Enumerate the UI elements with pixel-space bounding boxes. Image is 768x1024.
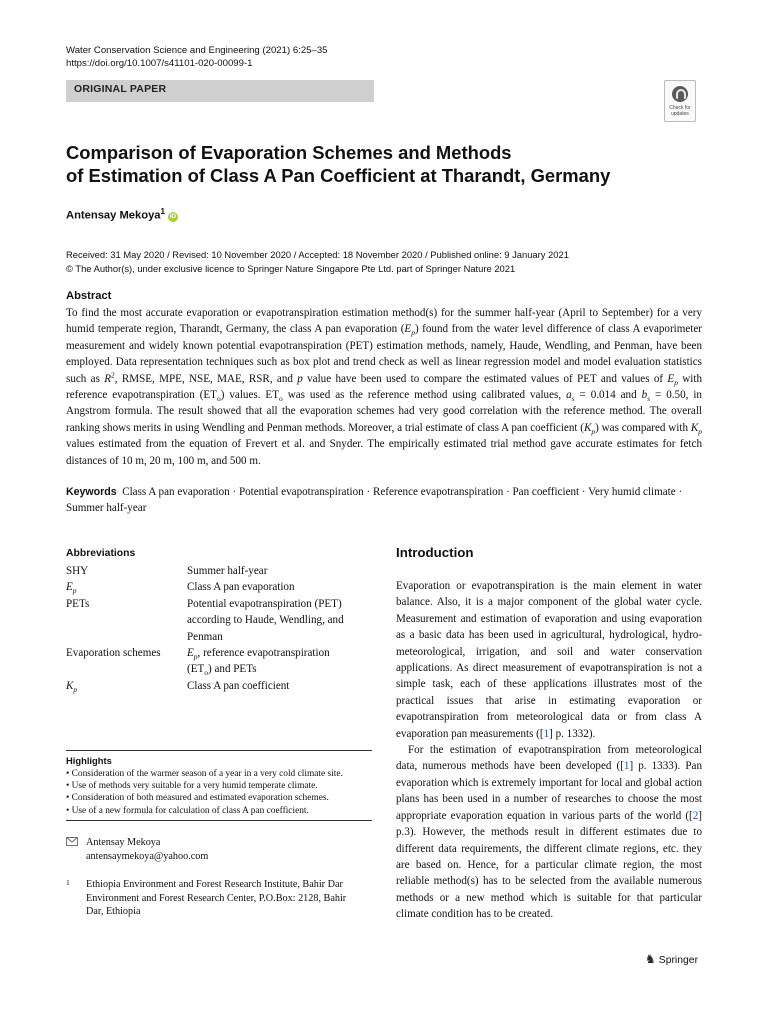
doi-link[interactable]: https://doi.org/10.1007/s41101-020-00099-1 bbox=[66, 58, 253, 69]
copyright-notice: © The Author(s), under exclusive licence to Springer Nature Singapore Pte Ltd. part of Springer Nature 2021 bbox=[66, 263, 516, 274]
highlight-item: • Consideration of both measured and estimated evaporation schemes. bbox=[66, 793, 329, 804]
abstract-body: To find the most accurate evaporation or evapotranspiration estimation method(s) for the summer half-year (April to September) for a very humid temperate region, Tharandt, Germany, the class A pan evaporation $(E_p)$ found from the water level difference of class A evaporimeter measurement and widely known potential evapotranspiration (PET) estimation methods, namely, Haude, Wendling, and Penman, have been employed. Data representation techniques such as box plot and trend check as well as linear regression model and model evaluation statistics such as $R^2$, RMSE, MPE, NSE, MAE, RSR, and p value have been used to compare the estimated values of PET and values of $E_p$ with reference evapotranspiration $(ET_o)$ values. $ET_o$ was used as the reference method using calibrated values, $a_s = 0.014$ and $b_s = 0.50$, in Angstrom formula. The result showed that all the evaporation schemes had very good correlation with the reference method. The overall ranking shows merits in using Wendling and Penman methods. Moreover, a trial estimate of class A pan coefficient $(K_p)$ was compared with $K_p$ values estimated from the equation of Frevert et al. and Snyder. The empirically estimated trial method gave accurate estimates for fetch distances of 10 m, 20 m, 100 m, and 500 m. bbox=[66, 307, 702, 467]
author-affiliation-marker: 1 bbox=[160, 207, 165, 216]
journal-citation: Water Conservation Science and Engineering (2021) 6:25–35 bbox=[66, 45, 328, 56]
abbreviations-table bbox=[66, 563, 346, 694]
highlights-bottom-rule bbox=[66, 820, 372, 821]
springer-horse-icon: ♞ bbox=[645, 952, 656, 966]
title-line-2: of Estimation of Class A Pan Coefficient at Tharandt, Germany bbox=[66, 165, 611, 186]
abbreviation-row: PETs Potential evapotranspiration (PET) according to Haude, Wendling, and Penman bbox=[66, 597, 344, 643]
paper-title bbox=[66, 141, 626, 187]
highlights-list bbox=[66, 768, 372, 817]
abbreviations-heading: Abbreviations bbox=[66, 548, 136, 559]
citation-link[interactable]: 2 bbox=[692, 809, 699, 822]
keywords-list: Class A pan evaporation · Potential evapotranspiration · Reference evapotranspiration · Pan coefficient · Very humid climate · Summer half-year bbox=[66, 486, 683, 514]
corresponding-author-name: Antensay Mekoya bbox=[86, 837, 161, 848]
abbreviation-row: $E_p$ Class A pan evaporation bbox=[66, 581, 295, 596]
publication-dates: Received: 31 May 2020 / Revised: 10 November 2020 / Accepted: 18 November 2020 / Published online: 9 January 2021 bbox=[66, 249, 569, 260]
affiliation-number: 1 bbox=[66, 878, 70, 887]
intro-paragraph-1: Evaporation or evapotranspiration is the main element in water balance. Also, it is a major component of the global water cycle. Measurement and estimation of evaporation and using evaporation as a basic data has been used in agricultural, hydrological, hydro-meteorological, irrigation, and soil and water conservation applications. As direct measurement of evapotranspiration is not a simple task, each of these applications illustrates most of the practical issues that arise in estimating evaporation or evapotranspiration from meteorological data or from class A evaporation pan measurements ([1] p. 1332). bbox=[396, 580, 702, 740]
introduction-heading: Introduction bbox=[396, 545, 474, 560]
check-for-updates-badge[interactable] bbox=[664, 80, 696, 122]
citation-link[interactable]: 1 bbox=[543, 727, 550, 740]
highlight-item: • Use of a new formula for calculation of class A pan coefficient. bbox=[66, 805, 309, 816]
keywords-label: Keywords bbox=[66, 486, 117, 498]
check-updates-icon bbox=[672, 86, 688, 102]
citation-link[interactable]: 1 bbox=[623, 760, 630, 773]
paper-type-banner bbox=[66, 80, 374, 102]
author-name[interactable]: Antensay Mekoya bbox=[66, 209, 161, 222]
publisher-name: Springer bbox=[658, 955, 699, 966]
affiliation-text: Ethiopia Environment and Forest Research Institute, Bahir Dar Environment and Forest Research Center, P.O.Box: 2128, Bahir Dar, Ethiopia bbox=[86, 879, 347, 918]
highlights-box bbox=[66, 750, 372, 821]
abbreviation-row: SHY Summer half-year bbox=[66, 565, 268, 577]
paper-type-label: ORIGINAL PAPER bbox=[74, 83, 167, 95]
orcid-icon[interactable]: iD bbox=[169, 212, 177, 220]
abbreviation-row: Evaporation schemes $E_p$, reference evapotranspiration $(ET_o)$ and PETs bbox=[66, 647, 330, 678]
author-line bbox=[66, 207, 178, 222]
abstract-heading: Abstract bbox=[66, 290, 112, 302]
highlight-item: • Use of methods very suitable for a very humid temperate climate. bbox=[66, 781, 318, 792]
keywords bbox=[66, 484, 702, 516]
envelope-icon bbox=[66, 837, 78, 849]
highlights-heading: Highlights bbox=[66, 755, 112, 766]
springer-logo bbox=[645, 952, 698, 966]
introduction-body bbox=[396, 578, 702, 923]
corresponding-author-email[interactable]: antensaymekoya@yahoo.com bbox=[86, 851, 209, 862]
abbreviation-row: $K_p$ Class A pan coefficient bbox=[66, 679, 290, 695]
highlight-item: • Consideration of the warmer season of a year in a very cold climate site. bbox=[66, 769, 343, 779]
title-line-1: Comparison of Evaporation Schemes and Methods bbox=[66, 142, 512, 163]
check-updates-label: Check for updates bbox=[669, 105, 691, 117]
highlights-top-rule bbox=[66, 750, 372, 751]
intro-paragraph-2: For the estimation of evapotranspiration from meteorological data, numerous methods have been developed ([1] p. 1333). Pan evaporation which is extremely important for local and global action plans has been used in a number of researches to choose the most appropriate evaporation equation in various parts of the world ([2] p.3). However, the methods result in different estimates due to different data requirements, the different climate regions, etc. they are based on. Hence, for a particular climate region, the most reliable method(s) has to be selected from the available numerous methods or a new method which is suitable for that particular climate condition has to be created. bbox=[396, 744, 702, 921]
